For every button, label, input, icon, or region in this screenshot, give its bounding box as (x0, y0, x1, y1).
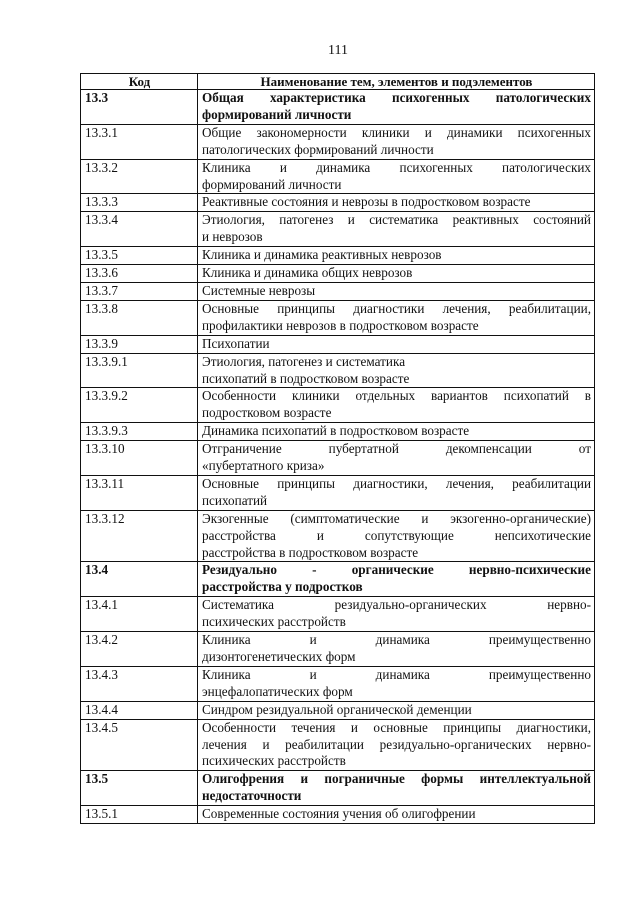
topic-name (198, 771, 595, 806)
topic-code: 13.4 (81, 562, 198, 597)
table-row (81, 335, 595, 353)
topic-name-line: психических расстройств (202, 753, 346, 769)
topic-code: 13.3.6 (81, 265, 198, 283)
topic-code: 13.4.5 (81, 719, 198, 771)
topic-name (198, 388, 595, 423)
column-header-code: Код (81, 74, 198, 90)
topic-name (198, 212, 595, 247)
topic-name-line: Клиника и динамика психогенных патологических (202, 159, 591, 175)
table-row (81, 388, 595, 423)
topic-name-line: Основные принципы диагностики, лечения, реабилитации (202, 475, 591, 491)
table-body (81, 90, 595, 824)
topic-code: 13.5.1 (81, 806, 198, 824)
topic-code: 13.3 (81, 90, 198, 125)
topic-name-line: Общая характеристика психогенных патологических (202, 90, 591, 105)
topic-name (198, 597, 595, 632)
topic-code: 13.4.2 (81, 632, 198, 667)
table-row (81, 212, 595, 247)
topic-name-line: расстройства у подростков (202, 579, 363, 595)
topic-name-line: недостаточности (202, 788, 302, 804)
topic-name (198, 194, 595, 212)
topic-code: 13.5 (81, 771, 198, 806)
topic-code: 13.3.2 (81, 159, 198, 194)
table-row (81, 265, 595, 283)
table-row (81, 159, 595, 194)
topic-name-line: Основные принципы диагностики лечения, реабилитации, (202, 300, 591, 316)
table-row (81, 300, 595, 335)
topic-name (198, 124, 595, 159)
topic-name-line: Общие закономерности клиники и динамики психогенных (202, 124, 591, 140)
topic-code: 13.3.4 (81, 212, 198, 247)
topic-code: 13.3.5 (81, 247, 198, 265)
table-row (81, 247, 595, 265)
topic-name-line: расстройства и сопутствующие непсихотические (202, 527, 591, 543)
section-row (81, 771, 595, 806)
topic-code: 13.3.11 (81, 475, 198, 510)
table-row (81, 124, 595, 159)
topic-name-line: психических расстройств (202, 614, 346, 630)
topic-name (198, 90, 595, 125)
topic-name (198, 300, 595, 335)
topic-code: 13.4.3 (81, 666, 198, 701)
topic-name-line: профилактики неврозов в подростковом возрасте (202, 317, 479, 333)
topic-name-line: патологических формирований личности (202, 141, 434, 157)
topic-name-line: психопатий в подростковом возрасте (202, 370, 410, 386)
topic-name-line: Клиника и динамика общих неврозов (202, 265, 413, 281)
topic-name-line: Системные неврозы (202, 282, 316, 298)
table-row (81, 719, 595, 771)
table-row (81, 475, 595, 510)
topic-name (198, 632, 595, 667)
topic-name-line: Этиология, патогенез и систематика реактивных состояний (202, 212, 591, 228)
table-row (81, 441, 595, 476)
topic-name-line: и неврозов (202, 229, 263, 245)
topic-name-line: формирований личности (202, 106, 352, 122)
topic-code: 13.3.12 (81, 510, 198, 562)
topic-name (198, 282, 595, 300)
topic-name-line: Динамика психопатий в подростковом возрасте (202, 423, 470, 439)
section-row (81, 562, 595, 597)
topic-code: 13.3.9.1 (81, 353, 198, 388)
topic-code: 13.3.3 (81, 194, 198, 212)
topics-table (80, 73, 595, 824)
topic-name (198, 353, 595, 388)
topic-code: 13.3.9.2 (81, 388, 198, 423)
topic-name-line: расстройства в подростковом возрасте (202, 544, 419, 560)
topic-code: 13.3.1 (81, 124, 198, 159)
topic-code: 13.3.7 (81, 282, 198, 300)
topic-name-line: Реактивные состояния и неврозы в подростковом возрасте (202, 194, 531, 210)
table-header-row (81, 74, 595, 90)
topic-name-line: Современные состояния учения об олигофрении (202, 806, 476, 822)
topic-name-line: Систематика резидуально-органических нервно- (202, 597, 591, 613)
topic-code: 13.3.10 (81, 441, 198, 476)
topic-name-line: «пубертатного криза» (202, 458, 325, 474)
column-header-name: Наименование тем, элементов и подэлементов (198, 74, 595, 90)
topic-name (198, 562, 595, 597)
topic-name-line: Отграничение пубертатной декомпенсации от (202, 441, 591, 457)
topic-code: 13.3.9 (81, 335, 198, 353)
topic-name-line: Резидуально - органические нервно-психические (202, 562, 591, 578)
topic-name (198, 159, 595, 194)
topic-name-line: Экзогенные (симптоматические и экзогенно-органические) (202, 510, 591, 526)
table-row (81, 701, 595, 719)
topic-name-line: формирований личности (202, 176, 342, 192)
section-row (81, 90, 595, 125)
topic-name-line: подростковом возрасте (202, 405, 332, 421)
topic-name-line: Особенности клиники отдельных вариантов психопатий в (202, 388, 591, 404)
topic-name-line: Клиника и динамика реактивных неврозов (202, 247, 442, 263)
table-row (81, 806, 595, 824)
topic-name-line: Клиника и динамика преимущественно (202, 666, 591, 682)
topic-name (198, 247, 595, 265)
table-row (81, 282, 595, 300)
topic-name-line: лечения и реабилитации резидуально-органических нервно- (202, 736, 591, 752)
table-row (81, 194, 595, 212)
topic-name (198, 441, 595, 476)
topic-code: 13.3.8 (81, 300, 198, 335)
topic-code: 13.3.9.3 (81, 423, 198, 441)
page-number: 111 (328, 43, 348, 58)
topic-name (198, 265, 595, 283)
topic-name (198, 806, 595, 824)
table-row (81, 666, 595, 701)
table-row (81, 353, 595, 388)
topic-code: 13.4.1 (81, 597, 198, 632)
topic-name (198, 475, 595, 510)
topic-name-line: Особенности течения и основные принципы диагностики, (202, 719, 591, 735)
table-row (81, 423, 595, 441)
table-row (81, 510, 595, 562)
table-row (81, 632, 595, 667)
topic-name-line: психопатий (202, 492, 268, 508)
topic-name (198, 335, 595, 353)
topic-name-line: энцефалопатических форм (202, 683, 353, 699)
topic-code: 13.4.4 (81, 701, 198, 719)
topic-name (198, 719, 595, 771)
topic-name (198, 666, 595, 701)
topic-name-line: Клиника и динамика преимущественно (202, 632, 591, 648)
topic-name (198, 701, 595, 719)
topic-name-line: дизонтогенетических форм (202, 649, 356, 664)
topic-name (198, 510, 595, 562)
topic-name (198, 423, 595, 441)
topic-name-line: Этиология, патогенез и систематика (202, 353, 406, 369)
topic-name-line: Синдром резидуальной органической деменции (202, 701, 472, 717)
topic-name-line: Олигофрения и пограничные формы интеллектуальной (202, 771, 591, 787)
table-row (81, 597, 595, 632)
topic-name-line: Психопатии (202, 335, 270, 351)
